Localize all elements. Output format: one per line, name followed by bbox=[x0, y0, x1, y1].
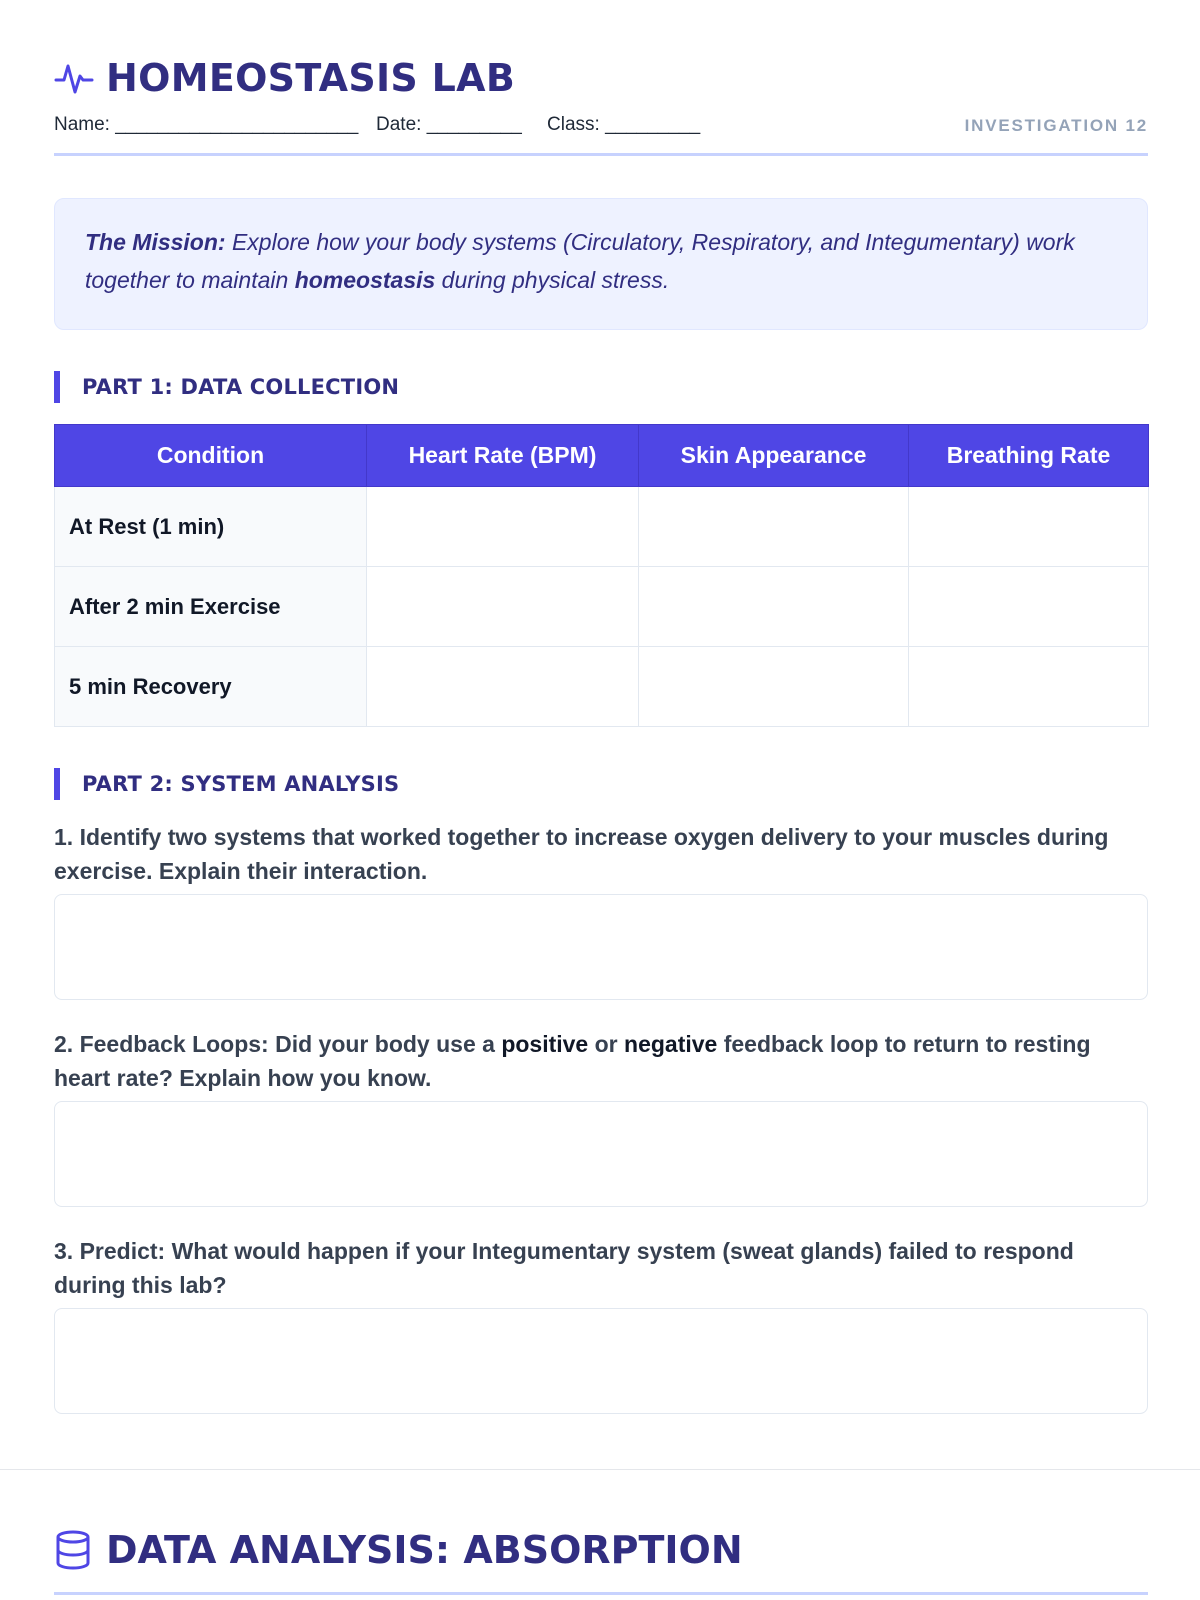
section-accent-bar bbox=[54, 768, 60, 800]
date-field[interactable]: Date: _________ bbox=[376, 114, 522, 135]
q2-text-c: or bbox=[588, 1031, 625, 1057]
q2-positive: positive bbox=[501, 1031, 589, 1057]
header-divider bbox=[54, 153, 1148, 156]
breathing-rate-cell[interactable] bbox=[909, 647, 1149, 727]
column-header: Condition bbox=[55, 425, 367, 487]
answer-box-3[interactable] bbox=[54, 1308, 1148, 1414]
skin-appearance-cell[interactable] bbox=[639, 647, 909, 727]
q2-negative: negative bbox=[624, 1031, 718, 1057]
database-icon bbox=[54, 1530, 92, 1570]
condition-cell: 5 min Recovery bbox=[55, 647, 367, 727]
next-section-title-row bbox=[54, 1528, 743, 1572]
student-info-row bbox=[54, 114, 1148, 138]
page-title: HOMEOSTASIS LAB bbox=[106, 56, 516, 100]
page-break-divider bbox=[0, 1469, 1200, 1470]
mission-keyword: homeostasis bbox=[294, 267, 436, 293]
question-1: 1. Identify two systems that worked together to increase oxygen delivery to your muscles during exercise. Explain their interaction. bbox=[54, 824, 1109, 884]
skin-appearance-cell[interactable] bbox=[639, 487, 909, 567]
mission-lead: The Mission: bbox=[85, 229, 226, 255]
part2-heading bbox=[54, 768, 399, 800]
skin-appearance-cell[interactable] bbox=[639, 567, 909, 647]
condition-cell: At Rest (1 min) bbox=[55, 487, 367, 567]
answer-box-2[interactable] bbox=[54, 1101, 1148, 1207]
class-field[interactable]: Class: _________ bbox=[547, 114, 701, 135]
next-section-title: DATA ANALYSIS: ABSORPTION bbox=[106, 1528, 743, 1572]
name-field[interactable]: Name: _______________________ bbox=[54, 114, 359, 135]
column-header: Breathing Rate bbox=[909, 425, 1149, 487]
mission-text-2: during physical stress. bbox=[435, 267, 670, 293]
mission-text-1: Explore how your body systems (Circulatory, Respiratory, and Integumentary) work together to maintain bbox=[85, 229, 1075, 293]
heart-rate-cell[interactable] bbox=[367, 487, 639, 567]
table-row bbox=[55, 567, 1149, 647]
next-section-divider bbox=[54, 1592, 1148, 1595]
part2-title: PART 2: SYSTEM ANALYSIS bbox=[82, 772, 400, 796]
column-header: Skin Appearance bbox=[639, 425, 909, 487]
question-3: 3. Predict: What would happen if your Integumentary system (sweat glands) failed to respond during this lab? bbox=[54, 1238, 1074, 1298]
breathing-rate-cell[interactable] bbox=[909, 487, 1149, 567]
table-row bbox=[55, 487, 1149, 567]
investigation-label: INVESTIGATION 12 bbox=[964, 116, 1148, 135]
answer-box-1[interactable] bbox=[54, 894, 1148, 1000]
mission-box bbox=[54, 198, 1148, 330]
part1-title: PART 1: DATA COLLECTION bbox=[82, 375, 400, 399]
table-row bbox=[55, 647, 1149, 727]
data-collection-table bbox=[54, 424, 1149, 727]
q2-text-a: 2. Feedback Loops: Did your body use a bbox=[54, 1031, 502, 1057]
part1-heading bbox=[54, 371, 399, 403]
condition-cell: After 2 min Exercise bbox=[55, 567, 367, 647]
section-accent-bar bbox=[54, 371, 60, 403]
table-header-row bbox=[55, 425, 1149, 487]
title-row bbox=[54, 56, 515, 100]
breathing-rate-cell[interactable] bbox=[909, 567, 1149, 647]
heart-rate-cell[interactable] bbox=[367, 647, 639, 727]
question-2 bbox=[54, 1027, 1148, 1095]
q2-text-e: feedback loop to return to resting heart rate? Explain how you know. bbox=[54, 1031, 1091, 1091]
heartbeat-icon bbox=[54, 58, 94, 98]
column-header: Heart Rate (BPM) bbox=[367, 425, 639, 487]
heart-rate-cell[interactable] bbox=[367, 567, 639, 647]
